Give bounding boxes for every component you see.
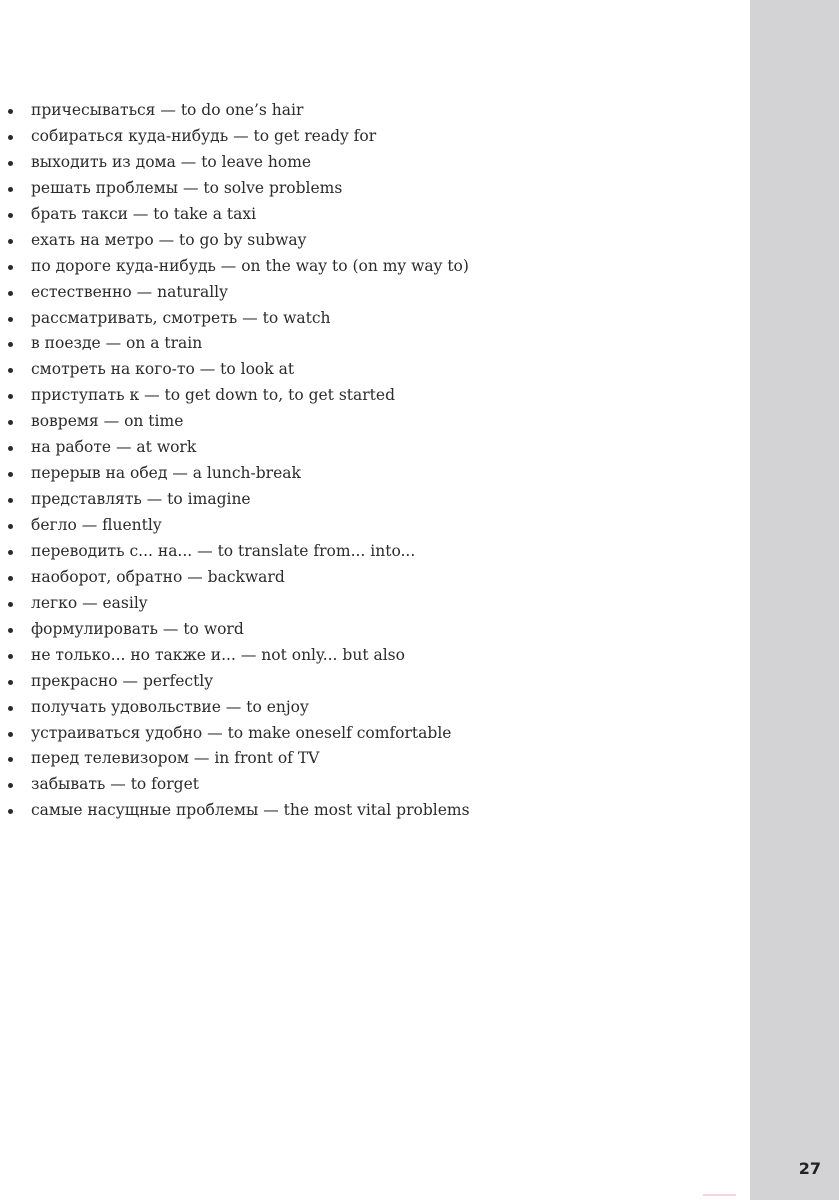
vocabulary-entry: выходить из дома — to leave home <box>31 152 312 171</box>
vocabulary-entry: самые насущные проблемы — the most vital problems <box>31 801 470 820</box>
bullet-icon <box>8 446 13 451</box>
list-item <box>0 669 470 695</box>
list-item <box>0 254 470 280</box>
bullet-icon <box>8 783 13 788</box>
bullet-icon <box>8 368 13 373</box>
list-item <box>0 461 470 487</box>
bullet-icon <box>8 680 13 685</box>
list-item <box>0 150 470 176</box>
bullet-icon <box>8 317 13 322</box>
list-item <box>0 721 470 747</box>
vocabulary-entry: естественно — naturally <box>31 282 228 301</box>
bullet-icon <box>8 576 13 581</box>
bullet-icon <box>8 602 13 607</box>
vocabulary-entry: перед телевизором — in front of TV <box>31 749 320 768</box>
vocabulary-entry: смотреть на кого-то — to look at <box>31 360 295 379</box>
list-item <box>0 124 470 150</box>
bullet-icon <box>8 732 13 737</box>
list-item <box>0 643 470 669</box>
list-item <box>0 539 470 565</box>
list-item <box>0 202 470 228</box>
bullet-icon <box>8 420 13 425</box>
bullet-icon <box>8 109 13 114</box>
vocabulary-entry: в поезде — on a train <box>31 334 203 353</box>
list-item <box>0 98 470 124</box>
list-item <box>0 176 470 202</box>
vocabulary-entry: представлять — to imagine <box>31 490 251 509</box>
list-item <box>0 357 470 383</box>
list-item <box>0 617 470 643</box>
vocabulary-entry: собираться куда-нибудь — to get ready for <box>31 126 377 145</box>
page-edge-mark <box>703 1194 736 1196</box>
list-item <box>0 695 470 721</box>
vocabulary-list <box>0 98 470 824</box>
list-item <box>0 409 470 435</box>
margin-band <box>750 0 839 1200</box>
vocabulary-entry: рассматривать, смотреть — to watch <box>31 308 331 327</box>
bullet-icon <box>8 654 13 659</box>
list-item <box>0 280 470 306</box>
list-item <box>0 513 470 539</box>
vocabulary-entry: перерыв на обед — a lunch-break <box>31 464 301 483</box>
bullet-icon <box>8 472 13 477</box>
bullet-icon <box>8 809 13 814</box>
vocabulary-entry: наоборот, обратно — backward <box>31 567 285 586</box>
list-item <box>0 746 470 772</box>
vocabulary-entry: на работе — at work <box>31 438 197 457</box>
vocabulary-entry: ехать на метро — to go by subway <box>31 230 307 249</box>
bullet-icon <box>8 265 13 270</box>
list-item <box>0 798 470 824</box>
vocabulary-entry: переводить с... на... — to translate from... into... <box>31 541 416 560</box>
bullet-icon <box>8 394 13 399</box>
bullet-icon <box>8 187 13 192</box>
list-item <box>0 591 470 617</box>
vocabulary-entry: легко — easily <box>31 593 148 612</box>
bullet-icon <box>8 524 13 529</box>
bullet-icon <box>8 498 13 503</box>
vocabulary-entry: прекрасно — perfectly <box>31 671 214 690</box>
list-item <box>0 383 470 409</box>
vocabulary-entry: забывать — to forget <box>31 775 199 794</box>
list-item <box>0 331 470 357</box>
vocabulary-entry: формулировать — to word <box>31 619 244 638</box>
bullet-icon <box>8 161 13 166</box>
vocabulary-entry: причесываться — to do one’s hair <box>31 101 304 119</box>
bullet-icon <box>8 135 13 140</box>
bullet-icon <box>8 757 13 762</box>
bullet-icon <box>8 213 13 218</box>
list-item <box>0 565 470 591</box>
page-number: 27 <box>798 1159 821 1178</box>
vocabulary-entry: по дороге куда-нибудь — on the way to (on my way to) <box>31 256 469 275</box>
vocabulary-entry: решать проблемы — to solve problems <box>31 178 343 197</box>
vocabulary-entry: бегло — fluently <box>31 516 162 534</box>
list-item <box>0 306 470 332</box>
vocabulary-entry: не только... но также и... — not only... but also <box>31 645 405 664</box>
list-item <box>0 435 470 461</box>
list-item <box>0 487 470 513</box>
bullet-icon <box>8 550 13 555</box>
bullet-icon <box>8 239 13 244</box>
vocabulary-entry: вовремя — on time <box>31 412 184 431</box>
vocabulary-entry: брать такси — to take a taxi <box>31 204 257 223</box>
bullet-icon <box>8 628 13 633</box>
vocabulary-entry: приступать к — to get down to, to get started <box>31 386 395 405</box>
vocabulary-entry: устраиваться удобно — to make oneself comfortable <box>31 723 452 742</box>
list-item <box>0 228 470 254</box>
bullet-icon <box>8 342 13 347</box>
bullet-icon <box>8 291 13 296</box>
vocabulary-entry: получать удовольствие — to enjoy <box>31 697 309 716</box>
list-item <box>0 772 470 798</box>
bullet-icon <box>8 706 13 711</box>
